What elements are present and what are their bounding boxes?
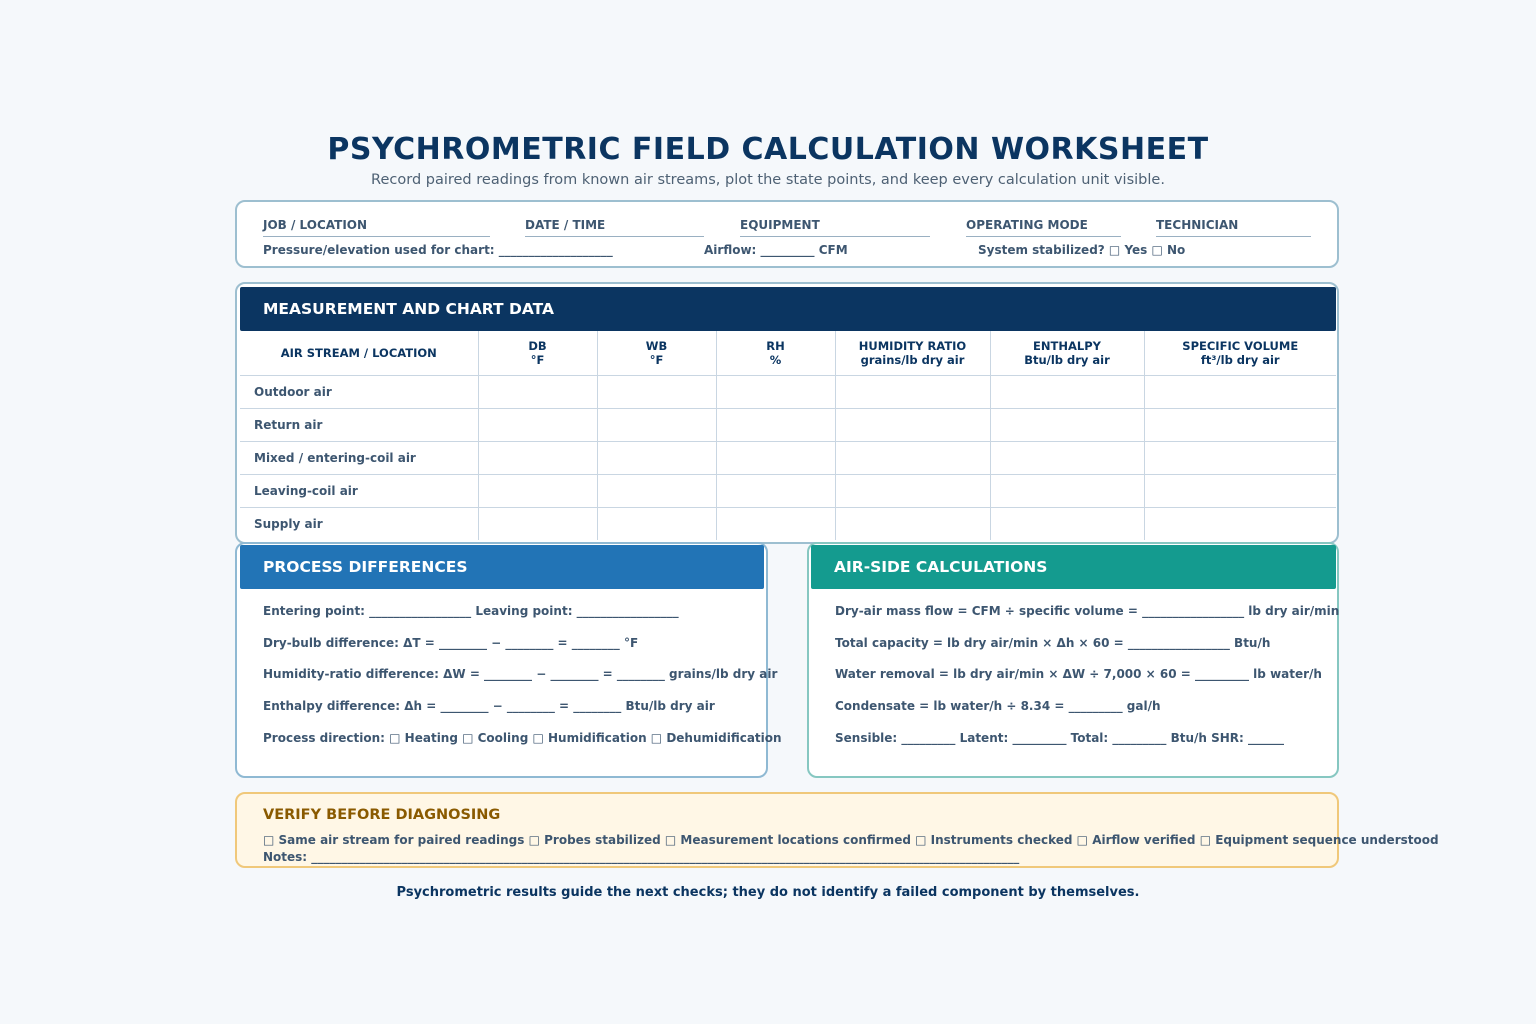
enthalpy-difference-line[interactable]: Enthalpy difference: Δh = ________ − ________ = ________ Btu/lb dry air xyxy=(263,699,715,713)
column-header-enthalpy: ENTHALPY Btu/lb dry air xyxy=(990,331,1144,376)
table-row xyxy=(240,409,1336,442)
row-label: Return air xyxy=(240,409,478,442)
dry-bulb-difference-line[interactable]: Dry-bulb difference: ΔT = ________ − ________ = ________ °F xyxy=(263,636,639,650)
entry-cell[interactable] xyxy=(835,376,990,409)
column-header-humidity-ratio: HUMIDITY RATIO grains/lb dry air xyxy=(835,331,990,376)
entry-cell[interactable] xyxy=(478,475,597,508)
entry-cell[interactable] xyxy=(716,409,835,442)
sensible-latent-total-line[interactable]: Sensible: _________ Latent: _________ Total: _________ Btu/h SHR: ______ xyxy=(835,731,1284,745)
entry-cell[interactable] xyxy=(597,409,716,442)
entry-cell[interactable] xyxy=(597,442,716,475)
technician-field[interactable]: TECHNICIAN xyxy=(1156,218,1311,237)
column-header-specific-volume: SPECIFIC VOLUME ft³/lb dry air xyxy=(1144,331,1336,376)
airflow-field[interactable]: Airflow: _________ CFM xyxy=(704,243,848,257)
measurement-table xyxy=(240,331,1336,540)
entry-cell[interactable] xyxy=(478,376,597,409)
entry-cell[interactable] xyxy=(835,409,990,442)
row-label: Supply air xyxy=(254,517,323,531)
row-label: Leaving-coil air xyxy=(240,475,478,508)
entry-cell[interactable] xyxy=(990,442,1144,475)
row-label: Mixed / entering-coil air xyxy=(240,442,478,475)
entry-cell[interactable] xyxy=(835,475,990,508)
entry-cell[interactable] xyxy=(597,475,716,508)
page-title: PSYCHROMETRIC FIELD CALCULATION WORKSHEET xyxy=(327,132,1209,167)
air-side-calculations-header: AIR-SIDE CALCULATIONS xyxy=(811,545,1336,589)
operating-mode-field[interactable]: OPERATING MODE xyxy=(966,218,1121,237)
column-header-wb: WB °F xyxy=(597,331,716,376)
date-time-field[interactable]: DATE / TIME xyxy=(525,218,704,237)
footer-note: Psychrometric results guide the next checks; they do not identify a failed component by themselves. xyxy=(396,885,1140,900)
entry-cell[interactable] xyxy=(1144,475,1336,508)
entry-cell[interactable] xyxy=(990,475,1144,508)
table-header-row xyxy=(240,331,1336,376)
table-row xyxy=(240,376,1336,409)
entry-cell[interactable] xyxy=(1144,508,1336,541)
entry-cell[interactable] xyxy=(597,376,716,409)
page-subtitle: Record paired readings from known air streams, plot the state points, and keep every calculation unit visible. xyxy=(371,172,1165,188)
entry-cell[interactable] xyxy=(835,442,990,475)
total-capacity-line[interactable]: Total capacity = lb dry air/min × Δh × 60 = _________________ Btu/h xyxy=(835,636,1271,650)
entry-cell[interactable] xyxy=(835,508,990,541)
table-row xyxy=(240,475,1336,508)
entry-cell[interactable] xyxy=(716,376,835,409)
equipment-field[interactable]: EQUIPMENT xyxy=(740,218,930,237)
entry-cell[interactable] xyxy=(597,508,716,541)
pressure-elevation-field[interactable]: Pressure/elevation used for chart: ___________________ xyxy=(263,243,613,257)
entry-cell[interactable] xyxy=(716,442,835,475)
row-label: Outdoor air xyxy=(240,376,478,409)
process-differences-header: PROCESS DIFFERENCES xyxy=(240,545,764,589)
notes-field[interactable]: Notes: ______________________________________________________________________________________________________________________ xyxy=(263,850,1020,864)
job-location-field[interactable]: JOB / LOCATION xyxy=(263,218,490,237)
entry-cell[interactable] xyxy=(990,409,1144,442)
dry-air-mass-flow-line[interactable]: Dry-air mass flow = CFM ÷ specific volume = _________________ lb dry air/min xyxy=(835,604,1340,618)
entry-cell[interactable] xyxy=(478,442,597,475)
column-header-rh: RH % xyxy=(716,331,835,376)
verify-checklist[interactable]: □ Same air stream for paired readings □ Probes stabilized □ Measurement locations confirmed □ Instruments checked □ Airflow verified □ Equipment sequence understood xyxy=(263,833,1439,847)
humidity-ratio-difference-line[interactable]: Humidity-ratio difference: ΔW = ________ − ________ = ________ grains/lb dry air xyxy=(263,667,778,681)
table-row xyxy=(240,508,1336,541)
entry-cell[interactable] xyxy=(990,508,1144,541)
column-header-db: DB °F xyxy=(478,331,597,376)
condensate-line[interactable]: Condensate = lb water/h ÷ 8.34 = _________ gal/h xyxy=(835,699,1161,713)
column-header-air-stream: AIR STREAM / LOCATION xyxy=(240,331,478,376)
entry-cell[interactable] xyxy=(716,508,835,541)
table-row xyxy=(240,442,1336,475)
entry-cell[interactable] xyxy=(478,409,597,442)
entry-cell[interactable] xyxy=(990,376,1144,409)
measurement-section-header: MEASUREMENT AND CHART DATA xyxy=(240,287,1336,331)
entry-cell[interactable] xyxy=(1144,376,1336,409)
process-direction-checkboxes[interactable]: Process direction: □ Heating □ Cooling □ Humidification □ Dehumidification xyxy=(263,731,782,745)
water-removal-line[interactable]: Water removal = lb dry air/min × ΔW ÷ 7,000 × 60 = _________ lb water/h xyxy=(835,667,1322,681)
entering-leaving-point-line[interactable]: Entering point: _________________ Leaving point: _________________ xyxy=(263,604,679,618)
entry-cell[interactable] xyxy=(1144,409,1336,442)
verify-title: VERIFY BEFORE DIAGNOSING xyxy=(263,807,501,823)
system-stabilized-checkboxes[interactable]: System stabilized? □ Yes □ No xyxy=(978,243,1186,257)
entry-cell[interactable] xyxy=(478,508,597,541)
entry-cell[interactable] xyxy=(716,475,835,508)
entry-cell[interactable] xyxy=(1144,442,1336,475)
